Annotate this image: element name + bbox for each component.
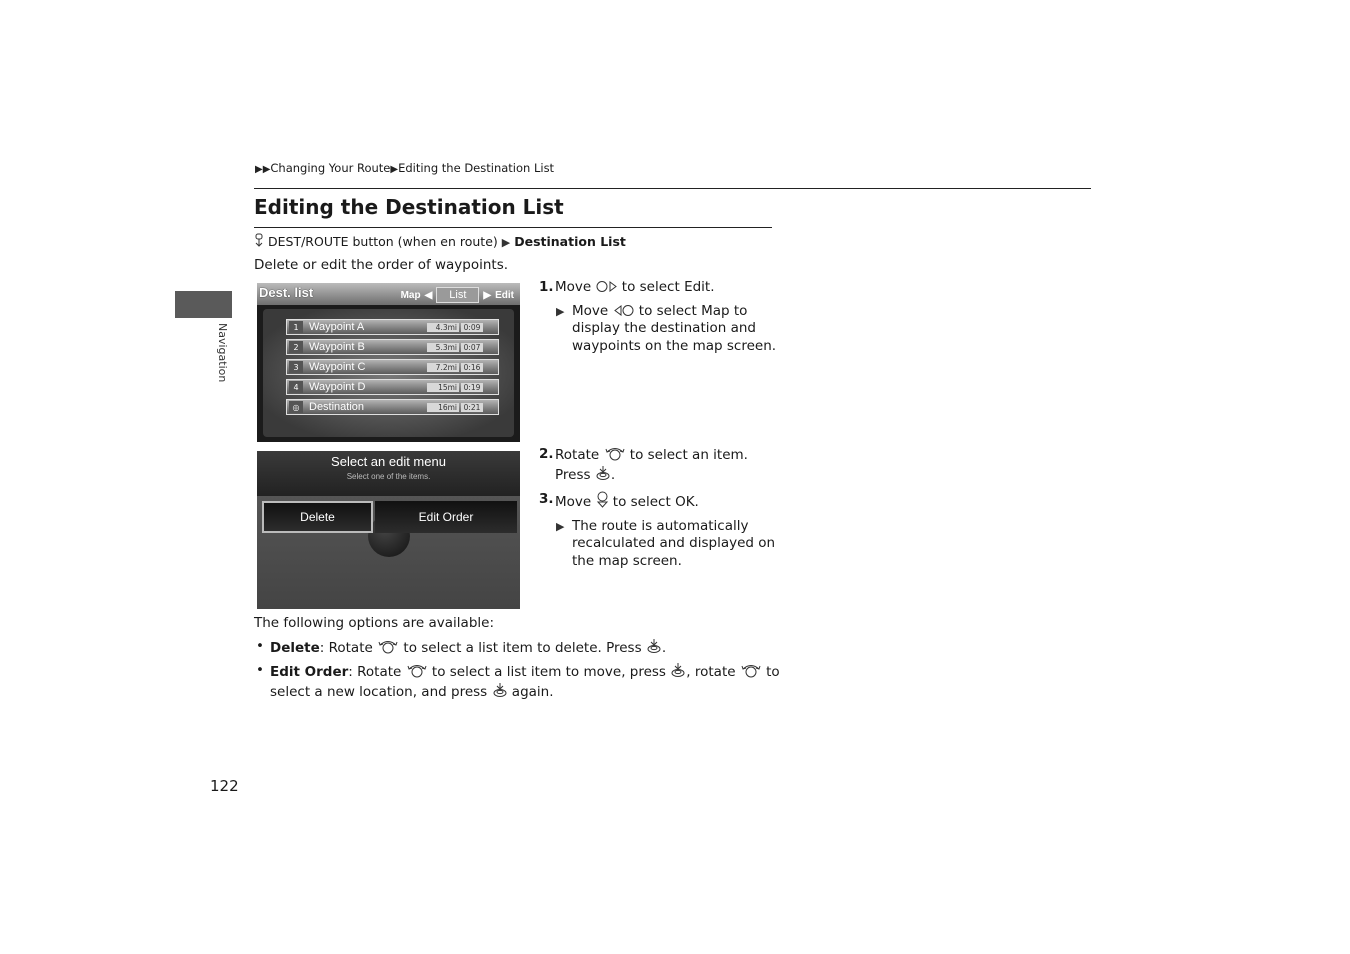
tab-edit[interactable]: Edit <box>495 289 514 301</box>
list-item[interactable]: 2 Waypoint B 5.3mi 0:07 <box>286 339 499 355</box>
page-number: 122 <box>210 777 239 795</box>
list-item[interactable]: 1 Waypoint A 4.3mi 0:09 <box>286 319 499 335</box>
step-1-note: ▶ Move to select Map to display the destination and waypoints on the map screen. <box>556 302 777 354</box>
delete-button[interactable]: Delete <box>262 501 373 533</box>
right-arrow-icon: ▶ <box>483 289 492 301</box>
path-line <box>254 233 626 249</box>
title-rule <box>254 227 772 228</box>
bullet-icon: • <box>256 662 264 678</box>
list-item[interactable]: ◎ Destination 16mi 0:21 <box>286 399 499 415</box>
list-item[interactable]: 3 Waypoint C 7.2mi 0:16 <box>286 359 499 375</box>
rotate-dial-icon <box>406 663 428 678</box>
side-tab-marker <box>175 291 232 318</box>
step-3-note: ▶ The route is automatically recalculated and displayed on the map screen. <box>556 517 776 569</box>
step-1-block <box>539 279 779 355</box>
press-dial-icon <box>646 638 662 654</box>
dest-list-screenshot <box>257 283 520 442</box>
step-1: 1. Move to select Edit. <box>539 279 715 295</box>
breadcrumb <box>255 161 554 175</box>
dest-list-tabs <box>401 287 514 303</box>
rotate-dial-icon <box>604 446 626 461</box>
breadcrumb-part-1: Changing Your Route <box>270 161 391 175</box>
dest-list-title: Dest. list <box>259 285 314 300</box>
path-arrow: ▶ <box>501 236 511 249</box>
options-intro: The following options are available: <box>254 615 495 631</box>
dest-route-button-icon <box>254 233 264 248</box>
step-2: 2. Rotate to select an item. Press . <box>539 446 748 483</box>
intro-text: Delete or edit the order of waypoints. <box>254 257 509 273</box>
note-arrow-icon: ▶ <box>556 304 565 318</box>
left-arrow-icon: ◀ <box>424 289 433 301</box>
flag-icon: 1 <box>289 321 303 333</box>
rotate-dial-icon <box>377 639 399 654</box>
breadcrumb-part-2: Editing the Destination List <box>398 161 555 175</box>
step-2-3-block <box>539 446 779 570</box>
flag-icon: 4 <box>289 381 303 393</box>
path-button-text: DEST/ROUTE button (when en route) <box>267 234 498 249</box>
flag-icon: 3 <box>289 361 303 373</box>
step-3: 3. Move to select OK. <box>539 491 699 510</box>
bullet-icon: • <box>256 637 264 654</box>
breadcrumb-separator: ▶ <box>390 164 399 175</box>
list-item[interactable]: 4 Waypoint D 15mi 0:19 <box>286 379 499 395</box>
press-dial-icon <box>492 682 508 698</box>
option-delete: • Delete: Rotate to select a list item to delete. Press . <box>256 637 667 656</box>
path-destination: Destination List <box>514 234 626 249</box>
edit-menu-screenshot <box>257 451 520 609</box>
press-dial-icon <box>670 662 686 678</box>
side-tab-label: Navigation <box>216 323 229 383</box>
header-rule <box>254 188 1091 189</box>
edit-menu-header <box>257 451 520 496</box>
flag-icon: 2 <box>289 341 303 353</box>
option-edit-order: • Edit Order: Rotate to select a list item to move, press , rotate to select a new location, and press again. <box>256 662 780 700</box>
move-right-icon <box>596 280 618 293</box>
dest-list-header <box>257 283 520 305</box>
edit-menu-title: Select an edit menu <box>331 454 446 469</box>
tab-list[interactable]: List <box>436 287 479 303</box>
options-section <box>254 615 784 701</box>
move-down-icon <box>596 491 609 508</box>
page-title: Editing the Destination List <box>254 195 564 219</box>
rotate-dial-icon <box>740 663 762 678</box>
destination-icon: ◎ <box>289 401 303 413</box>
edit-order-button[interactable]: Edit Order <box>375 501 517 533</box>
note-arrow-icon: ▶ <box>556 519 565 533</box>
breadcrumb-marker: ▶▶ <box>255 164 271 175</box>
tab-map[interactable]: Map <box>400 289 421 301</box>
edit-menu-subtitle: Select one of the items. <box>346 472 431 481</box>
move-left-icon <box>613 304 635 317</box>
press-dial-icon <box>595 465 611 481</box>
